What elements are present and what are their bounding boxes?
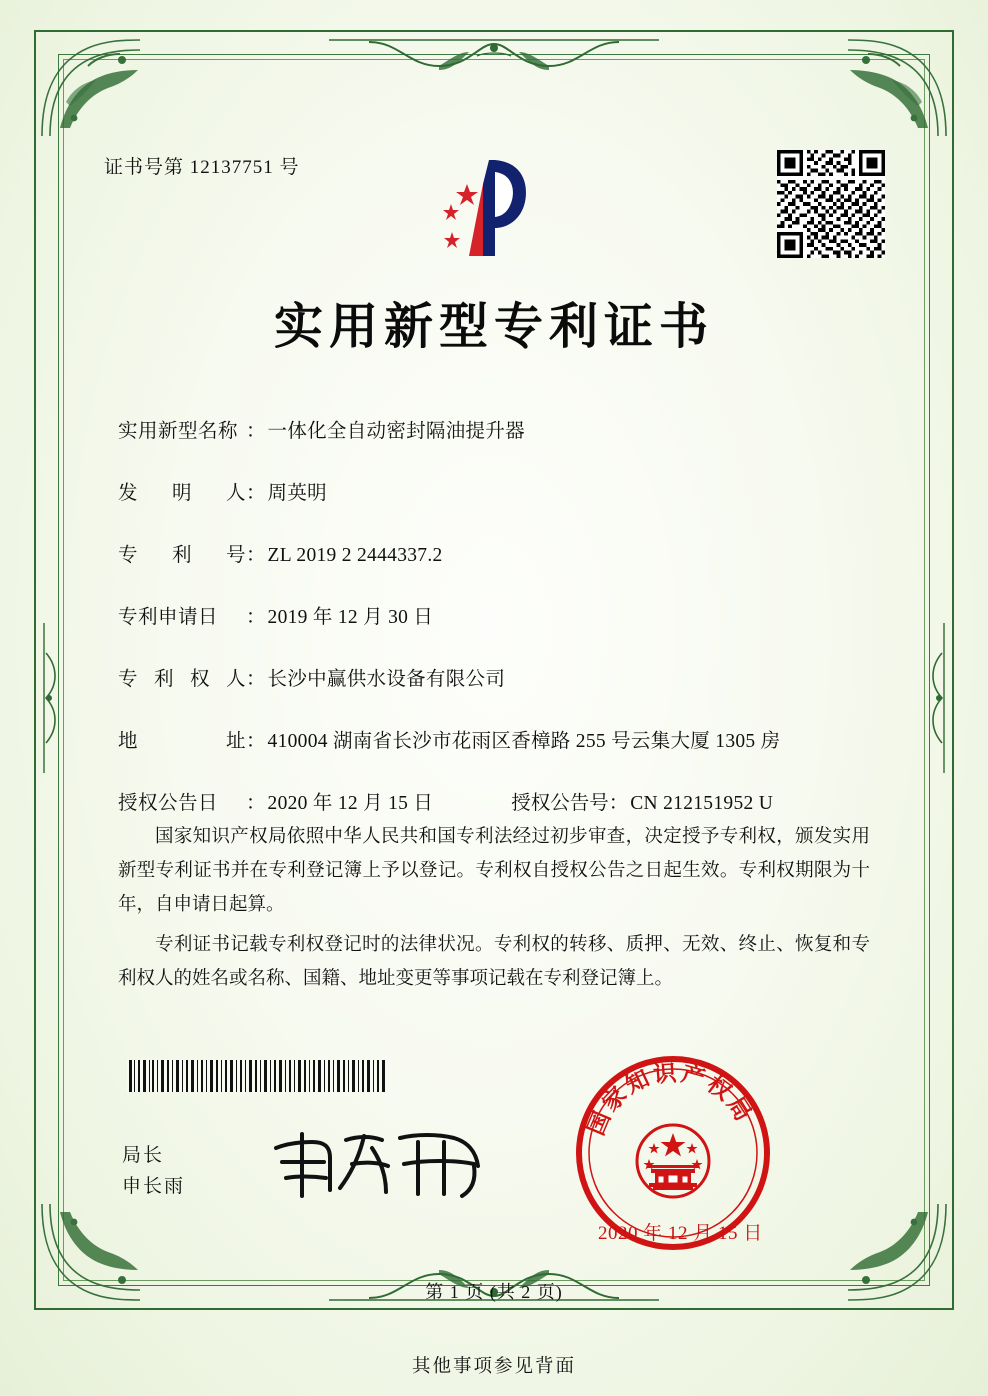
field-colon: ： (246, 607, 266, 628)
paragraph-2: 专利证书记载专利权登记时的法律状况。专利权的转移、质押、无效、终止、恢复和专利权人的姓名或名称、国籍、地址变更等事项记载在专利登记簿上。 (118, 935, 870, 989)
cnipa-logo-icon (425, 148, 555, 266)
signature-image (268, 1118, 498, 1210)
field-label: 地址 (118, 731, 246, 752)
field-value: 2019 年 12 月 30 日 (267, 607, 434, 628)
field-row-application-date (118, 601, 878, 629)
top-ornament-icon (329, 32, 659, 84)
corner-ornament-icon (832, 32, 952, 142)
svg-text:国家知识产权局: 国家知识产权局 (583, 1060, 758, 1140)
legal-text (118, 820, 870, 1002)
footer-note: 其他事项参见背面 (411, 1357, 576, 1377)
field-row-publication (118, 787, 878, 815)
publication-number-label: 授权公告号 (511, 793, 609, 814)
field-colon: ： (608, 793, 629, 814)
field-value: ZL 2019 2 2444337.2 (267, 545, 443, 566)
field-row-address (118, 725, 878, 753)
publication-date-value: 2020 年 12 月 15 日 (267, 793, 434, 814)
field-colon: ： (246, 545, 266, 566)
barcode (127, 1060, 389, 1092)
qr-code (777, 150, 885, 258)
paragraph-1: 国家知识产权局依照中华人民共和国专利法经过初步审查，决定授予专利权，颁发实用新型专利证书并在专利登记簿上予以登记。专利权自授权公告之日起生效。专利权期限为十年，自申请日起算。 (118, 827, 870, 915)
field-value: 一体化全自动密封隔油提升器 (267, 421, 525, 442)
field-colon: ： (246, 731, 266, 752)
field-row-inventor (118, 477, 878, 505)
page-title: 实用新型专利证书 (273, 298, 714, 355)
field-row-utility-model-name (118, 415, 878, 443)
field-colon: ： (246, 793, 266, 814)
field-row-patent-number (118, 539, 878, 567)
field-label: 实用新型名称 (118, 421, 239, 442)
publication-number-value: CN 212151952 U (630, 793, 774, 814)
side-ornament-icon (918, 623, 952, 773)
field-label: 专利号 (118, 545, 246, 566)
field-value: 长沙中赢供水设备有限公司 (267, 669, 506, 690)
side-ornament-icon (36, 623, 70, 773)
publication-date-label: 授权公告日 (118, 793, 219, 814)
page-number: 第 1 页 (共 2 页) (425, 1282, 563, 1302)
director-name: 申长雨 (122, 1176, 186, 1197)
corner-ornament-icon (36, 32, 156, 142)
field-row-patentee (118, 663, 878, 691)
field-label: 专利权人 (118, 669, 246, 690)
field-label: 专利申请日 (118, 607, 219, 628)
director-title: 局长 (122, 1145, 165, 1166)
field-label: 发明人 (118, 483, 246, 504)
field-list (118, 415, 878, 831)
field-value: 410004 湖南省长沙市花雨区香樟路 255 号云集大厦 1305 房 (267, 731, 781, 752)
field-colon: ： (246, 483, 266, 504)
field-colon: ： (246, 669, 266, 690)
seal-date: 2020 年 12 月 15 日 (598, 1223, 763, 1244)
field-colon: ： (246, 421, 266, 442)
certificate-number: 证书号第 12137751 号 (104, 157, 300, 178)
director-block (122, 1140, 185, 1202)
field-value: 周英明 (267, 483, 327, 504)
